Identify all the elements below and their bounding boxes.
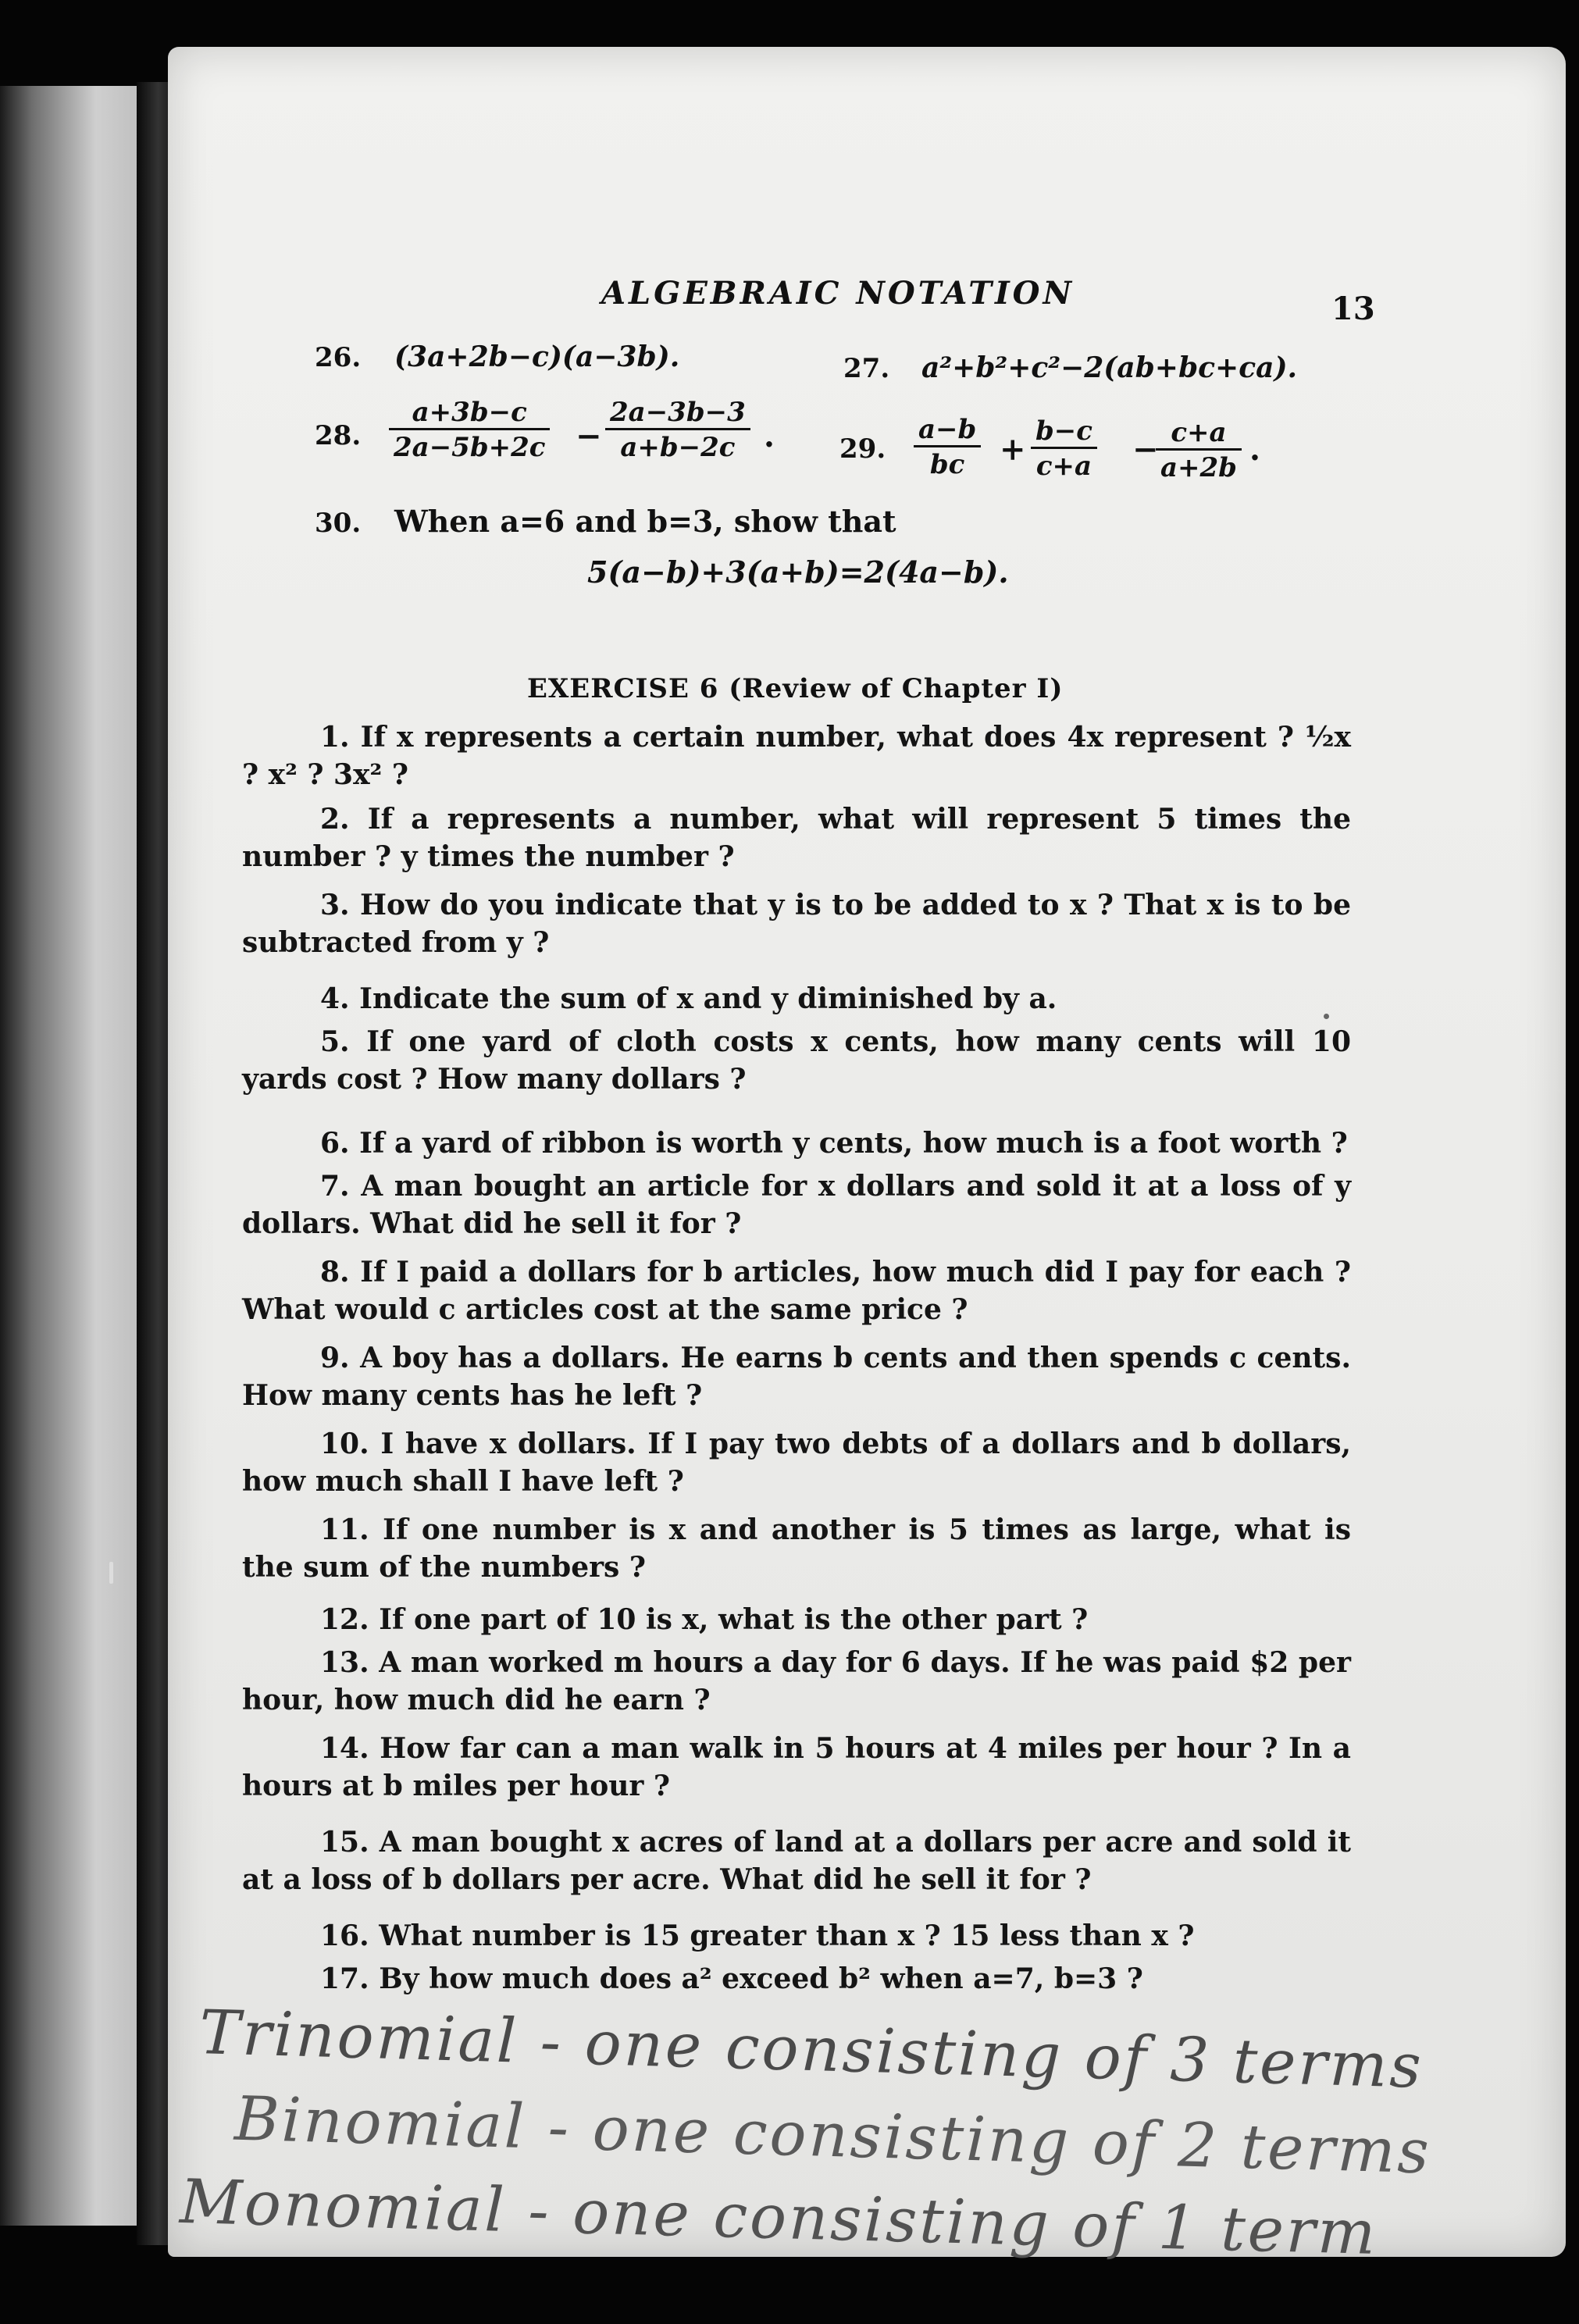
question-number: 2. <box>320 803 350 836</box>
exercise-question <box>242 1339 1351 1414</box>
problem-30-label: 30. <box>315 508 362 539</box>
question-number: 7. <box>320 1170 350 1203</box>
fraction-numerator: 2a−3b−3 <box>610 397 746 428</box>
question-text: How far can a man walk in 5 hours at 4 miles per hour ? In a hours at b miles per hour ? <box>242 1732 1351 1802</box>
exercise-title: EXERCISE 6 (Review of Chapter I) <box>527 673 1064 704</box>
question-text: A man worked m hours a day for 6 days. If he was paid $2 per hour, how much did he earn ? <box>242 1646 1351 1716</box>
problem-29-fraction-2 <box>1031 415 1097 482</box>
period: . <box>764 418 775 454</box>
period: . <box>1249 431 1260 468</box>
question-number: 12. <box>320 1603 369 1636</box>
exercise-question <box>242 1425 1351 1500</box>
paper-speck <box>1324 1014 1329 1019</box>
exercise-question <box>242 1023 1351 1098</box>
question-text: A man bought an article for x dollars and sold it at a loss of y dollars. What did he sell it for ? <box>242 1170 1351 1240</box>
fraction-numerator: c+a <box>1171 417 1227 448</box>
plus-operator: + <box>1000 431 1026 468</box>
question-text: By how much does a² exceed b² when a=7, b=3 ? <box>379 1962 1143 1995</box>
question-text: A man bought x acres of land at a dollars per acre and sold it at a loss of b dollars per acre. What did he sell it for ? <box>242 1826 1351 1896</box>
exercise-question <box>242 1730 1351 1805</box>
exercise-question <box>242 718 1351 793</box>
exercise-question <box>242 1644 1351 1719</box>
problem-29-label: 29. <box>839 433 886 465</box>
fraction-denominator: bc <box>914 445 981 480</box>
fraction-denominator: c+a <box>1031 447 1097 482</box>
problem-27-expression: a²+b²+c²−2(ab+bc+ca). <box>921 351 1298 384</box>
exercise-question <box>242 1511 1351 1586</box>
question-number: 14. <box>320 1732 369 1765</box>
question-text: If x represents a certain number, what does 4x represent ? ½x ? x² ? 3x² ? <box>242 721 1351 791</box>
fraction-numerator: a+3b−c <box>412 397 527 428</box>
exercise-question <box>242 1253 1351 1328</box>
question-number: 10. <box>320 1428 369 1460</box>
problem-30-text: When a=6 and b=3, show that <box>394 504 896 539</box>
question-text: If one yard of cloth costs x cents, how many cents will 10 yards cost ? How many dollars ? <box>242 1025 1351 1096</box>
problem-29-fraction-1 <box>914 414 981 480</box>
problem-30-identity: 5(a−b)+3(a+b)=2(4a−b). <box>587 554 1009 590</box>
problem-28-fraction-1 <box>389 397 550 463</box>
handwritten-note-monomial: Monomial - one consisting of 1 term <box>179 2166 1379 2269</box>
problem-28-fraction-2 <box>605 397 750 463</box>
question-text: How do you indicate that y is to be added to x ? That x is to be subtracted from y ? <box>242 889 1351 959</box>
handwritten-note-binomial: Binomial - one consisting of 2 terms <box>233 2083 1432 2188</box>
problem-28-label: 28. <box>315 420 362 451</box>
question-number: 15. <box>320 1826 369 1859</box>
fraction-denominator: a+b−2c <box>605 428 750 463</box>
exercise-question <box>242 1960 1351 1998</box>
question-text: If one part of 10 is x, what is the other part ? <box>379 1603 1089 1636</box>
question-number: 11. <box>320 1513 369 1546</box>
question-text: If I paid a dollars for b articles, how much did I pay for each ? What would c articles cost at the same price ? <box>242 1256 1351 1326</box>
question-text: What number is 15 greater than x ? 15 less than x ? <box>379 1919 1195 1952</box>
fraction-numerator: b−c <box>1035 415 1092 447</box>
problem-29-fraction-3 <box>1156 417 1242 483</box>
exercise-question <box>242 800 1351 875</box>
exercise-question <box>242 886 1351 961</box>
question-number: 17. <box>320 1962 369 1995</box>
question-number: 16. <box>320 1919 369 1952</box>
question-text: Indicate the sum of x and y diminished by a. <box>359 982 1057 1015</box>
question-text: I have x dollars. If I pay two debts of a dollars and b dollars, how much shall I have left ? <box>242 1428 1351 1498</box>
question-number: 6. <box>320 1127 350 1160</box>
question-number: 3. <box>320 889 350 921</box>
edge-mark <box>109 1562 113 1584</box>
problem-27-label: 27. <box>843 353 890 384</box>
minus-operator: − <box>576 418 602 454</box>
exercise-question <box>242 1601 1351 1638</box>
question-number: 13. <box>320 1646 369 1679</box>
exercise-question <box>242 1917 1351 1955</box>
question-number: 4. <box>320 982 350 1015</box>
page-number: 13 <box>1331 290 1375 327</box>
exercise-question <box>242 1823 1351 1898</box>
question-number: 1. <box>320 721 350 754</box>
fraction-denominator: a+2b <box>1156 448 1242 483</box>
fraction-denominator: 2a−5b+2c <box>389 428 550 463</box>
exercise-question <box>242 1125 1351 1162</box>
question-text: A boy has a dollars. He earns b cents and then spends c cents. How many cents has he left ? <box>242 1342 1351 1412</box>
problem-26-expression: (3a+2b−c)(a−3b). <box>394 340 680 373</box>
handwritten-note-trinomial: Trinomial - one consisting of 3 terms <box>198 1998 1424 2102</box>
running-head: ALGEBRAIC NOTATION <box>601 275 1075 312</box>
exercise-question <box>242 1167 1351 1242</box>
problem-26-label: 26. <box>315 342 362 373</box>
question-number: 9. <box>320 1342 350 1374</box>
question-number: 8. <box>320 1256 350 1289</box>
question-number: 5. <box>320 1025 350 1058</box>
question-text: If one number is x and another is 5 times as large, what is the sum of the numbers ? <box>242 1513 1351 1584</box>
question-text: If a represents a number, what will represent 5 times the number ? y times the number ? <box>242 803 1351 873</box>
minus-operator: − <box>1132 431 1159 468</box>
fraction-numerator: a−b <box>918 414 977 445</box>
exercise-question <box>242 980 1351 1018</box>
question-text: If a yard of ribbon is worth y cents, how much is a foot worth ? <box>359 1127 1348 1160</box>
